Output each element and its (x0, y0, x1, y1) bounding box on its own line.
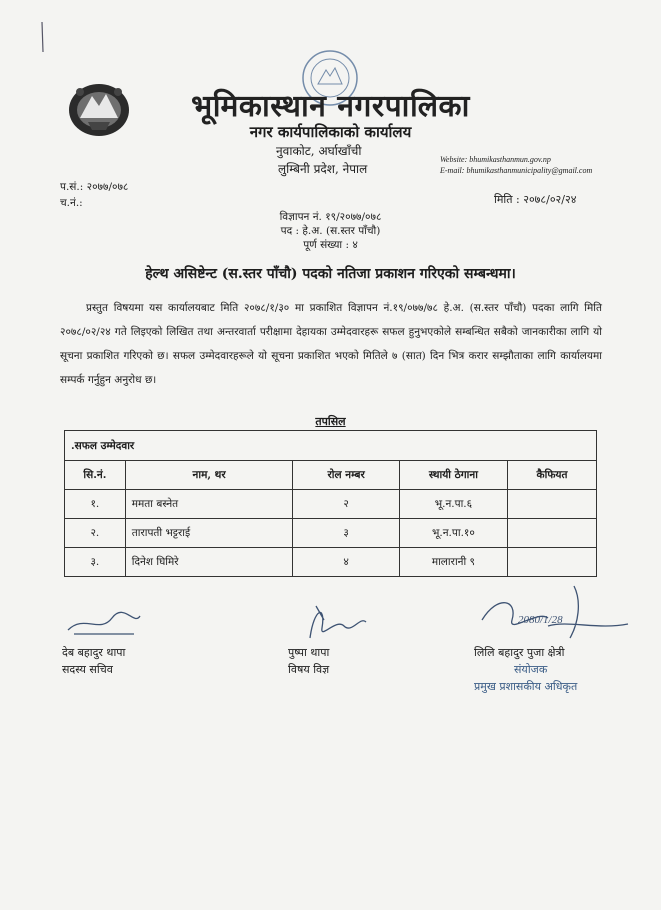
address-line-2: लुम्बिनी प्रदेश, नेपाल (278, 162, 368, 176)
total-count: पूर्ण संख्या : ४ (303, 239, 358, 251)
table-row (65, 519, 597, 548)
advertisement-number: विज्ञापन नं. १९/२०७७/०७८ (279, 211, 382, 223)
signature-mark-2 (300, 598, 370, 650)
signatory-name: देब बहादुर थापा (62, 646, 126, 659)
handwritten-date: 2080/1/28 (518, 614, 563, 626)
address-line-1: नुवाकोट, अर्घाखाँची (276, 144, 362, 158)
cell-name: दिनेश घिमिरे (125, 548, 293, 577)
pen-mark (40, 22, 44, 52)
post-title: पद : हे.अ. (स.स्तर पाँचौ) (280, 225, 381, 237)
table-header-row (65, 461, 597, 490)
signatory-name: पुष्पा थापा (288, 646, 330, 659)
cell-serial: १. (65, 490, 126, 519)
signatory-3 (474, 644, 577, 695)
cell-remarks (508, 548, 597, 577)
subject-line: हेल्थ असिष्टेन्ट (स.स्तर पाँचौ) पदको नतिजा प्रकाशन गरिएको सम्बन्धमा। (145, 266, 516, 282)
dispatch-number: च.नं.: (60, 197, 83, 209)
office-name: नगर कार्यपालिकाको कार्यालय (249, 123, 412, 141)
table-row (65, 490, 597, 519)
table-caption: .सफल उम्मेदवार (65, 431, 597, 461)
header-address: स्थायी ठेगाना (399, 461, 507, 490)
signatory-title: प्रमुख प्रशासकीय अधिकृत (474, 680, 578, 693)
signatory-role: सदस्य सचिव (62, 663, 113, 676)
cell-name: ममता बस्नेत (125, 490, 293, 519)
signatory-name: लिलि बहादुर पुजा क्षेत्री (474, 646, 565, 659)
table-caption-row (65, 431, 597, 461)
table-row (65, 548, 597, 577)
cell-address: मालारानी ९ (399, 548, 507, 577)
notice-date: मिति : २०७८/०२/२४ (494, 193, 577, 206)
cell-roll: ३ (293, 519, 399, 548)
signature-mark-1 (64, 604, 144, 644)
cell-remarks (508, 490, 597, 519)
cell-address: भू.न.पा.१० (399, 519, 507, 548)
cell-remarks (508, 519, 597, 548)
organization-name: भूमिकास्थान नगरपालिका (191, 89, 470, 124)
signatory-role: विषय विज्ञ (288, 663, 330, 676)
notice-body: प्रस्तुत विषयमा यस कार्यालयबाट मिति २०७८/१/३० मा प्रकाशित विज्ञापन नं.१९/०७७/७८ हे.अ. (स.स्तर पाँचौ) पदका लागि मिति २०७८/०२/२४ गते लिइएको लिखित तथा अन्तरवार्ता परीक्षामा देहायका उम्मेदवारहरू सफल हुनुभएकोले सम्बन्धित सबैको जानकारीका लागि यो सूचना प्रकाशित गरिएको छ। सफल उम्मेदवारहरूले यो सूचना प्रकाशित भएको मितिले ७ (सात) दिन भित्र करार सम्झौताका लागि कार्यालयमा सम्पर्क गर्नुहुन अनुरोध छ। (60, 302, 602, 386)
reference-number: प.सं.: २०७७/०७८ (60, 181, 129, 193)
website: Website: bhumikasthanmun.gov.np (440, 155, 551, 164)
signatory-2 (288, 644, 329, 678)
cell-serial: ३. (65, 548, 126, 577)
cell-serial: २. (65, 519, 126, 548)
cell-roll: ४ (293, 548, 399, 577)
details-heading: तपसिल (315, 415, 346, 428)
cell-roll: २ (293, 490, 399, 519)
candidates-table (64, 430, 597, 577)
cell-address: भू.न.पा.६ (399, 490, 507, 519)
header-name: नाम, थर (125, 461, 293, 490)
signatory-1 (62, 644, 125, 678)
email: E-mail: bhumikasthanmunicipality@gmail.com (440, 166, 593, 175)
cell-name: तारापती भट्टराई (125, 519, 293, 548)
header-roll: रोल नम्बर (293, 461, 399, 490)
header-serial: सि.नं. (65, 461, 126, 490)
signatory-role: संयोजक (514, 663, 548, 676)
header-remarks: कैफियत (508, 461, 597, 490)
